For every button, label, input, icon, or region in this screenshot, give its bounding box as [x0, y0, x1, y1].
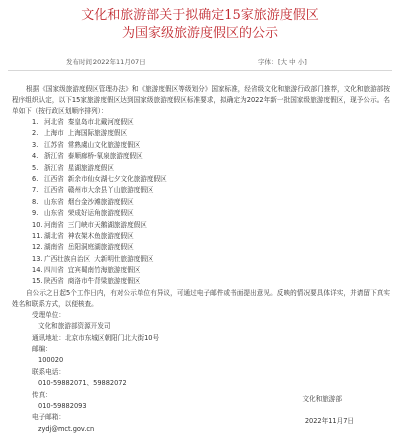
resort-list: [12, 117, 390, 288]
contact-email-label: 电子邮箱：: [32, 413, 65, 422]
signature-date: 2022年11月7日: [304, 417, 354, 425]
signature-org: 文化和旅游部: [302, 395, 342, 403]
header-divider: [8, 70, 392, 71]
list-item: 13. 广西壮族自治区 大新明仕旅游度假区: [32, 254, 154, 263]
font-size-label: 字体：: [258, 58, 278, 66]
list-item: 2. 上海市 上海国际旅游度假区: [32, 129, 128, 138]
contact-phone-label: 联系电话：: [32, 367, 65, 376]
objection-note: 自公示之日起5个工作日内，有对公示单位有异议，可通过电子邮件或书面提出意见。反映的情况要具体详实，并请留下真实姓名和联系方式，以便核查。: [12, 288, 390, 308]
contact-postcode-label: 邮编：: [32, 345, 52, 354]
contact-email-value[interactable]: zydj@mct.gov.cn: [38, 424, 95, 433]
list-item: 11. 湖北省 神农架木鱼旅游度假区: [32, 231, 134, 240]
page-title-line-2: 为国家级旅游度假区的公示: [121, 26, 278, 41]
contact-unit-value: 文化和旅游部资源开发司: [38, 322, 111, 331]
contact-fax-label: 传真：: [32, 390, 52, 399]
list-item: 12. 湖南省 岳阳洞庭湖旅游度假区: [32, 243, 134, 252]
meta-bar: [0, 55, 400, 69]
list-item: 15. 陕西省 商洛市牛背梁旅游度假区: [32, 277, 141, 286]
font-size-small-button[interactable]: 小]: [297, 58, 307, 66]
article-body: [12, 84, 390, 435]
contact-phone-value: 010-59882071、59882072: [38, 379, 127, 388]
publish-date-label: 发布时间：: [66, 58, 99, 66]
list-item: 14. 四川省 宜宾蜀南竹海旅游度假区: [32, 266, 141, 275]
publish-date-value: 2022年11月07日: [93, 58, 146, 66]
font-size-large-button[interactable]: [大: [278, 58, 288, 66]
font-size-medium-button[interactable]: 中: [289, 58, 296, 66]
list-item: 9. 山东省 荣成好运角旅游度假区: [32, 209, 134, 218]
contact-address: 通讯地址：北京市东城区朝阳门北大街10号: [32, 333, 160, 342]
list-item: 1. 河北省 秦皇岛市北戴河度假区: [32, 118, 134, 126]
list-item: 5. 浙江省 星湖旅游度假区: [32, 163, 114, 172]
font-size-switcher: [278, 57, 307, 66]
list-item: 6. 江西省 新余市仙女湖七夕文化旅游度假区: [32, 174, 167, 183]
list-item: 4. 浙江省 泰顺廊桥-氡泉旅游度假区: [32, 152, 143, 161]
list-item: 8. 山东省 烟台金沙滩旅游度假区: [32, 197, 134, 206]
page-title-line-1: 文化和旅游部关于拟确定15家旅游度假区: [81, 8, 319, 23]
list-item: 10. 河南省 三门峡市天鹅湖旅游度假区: [32, 220, 147, 229]
intro-paragraph: 根据《国家级旅游度假区管理办法》和《旅游度假区等级划分》国家标准，经省级文化和旅游行政部门推荐，文化和旅游部按程序组织认定，以下15家旅游度假区达到国家级旅游度假区标准要求，拟确定为2022年新一批国家级旅游度假区，现予公示。名单如下（按行政区划顺序排列）：: [12, 85, 390, 115]
contact-fax-value: 010-59882093: [38, 401, 87, 410]
list-item: 3. 江苏省 常熟虞山文化旅游度假区: [32, 140, 141, 149]
contact-postcode-value: 100020: [38, 356, 64, 365]
list-item: 7. 江西省 赣州市大余县丫山旅游度假区: [32, 186, 154, 195]
contact-unit: 受理单位：: [32, 310, 65, 319]
